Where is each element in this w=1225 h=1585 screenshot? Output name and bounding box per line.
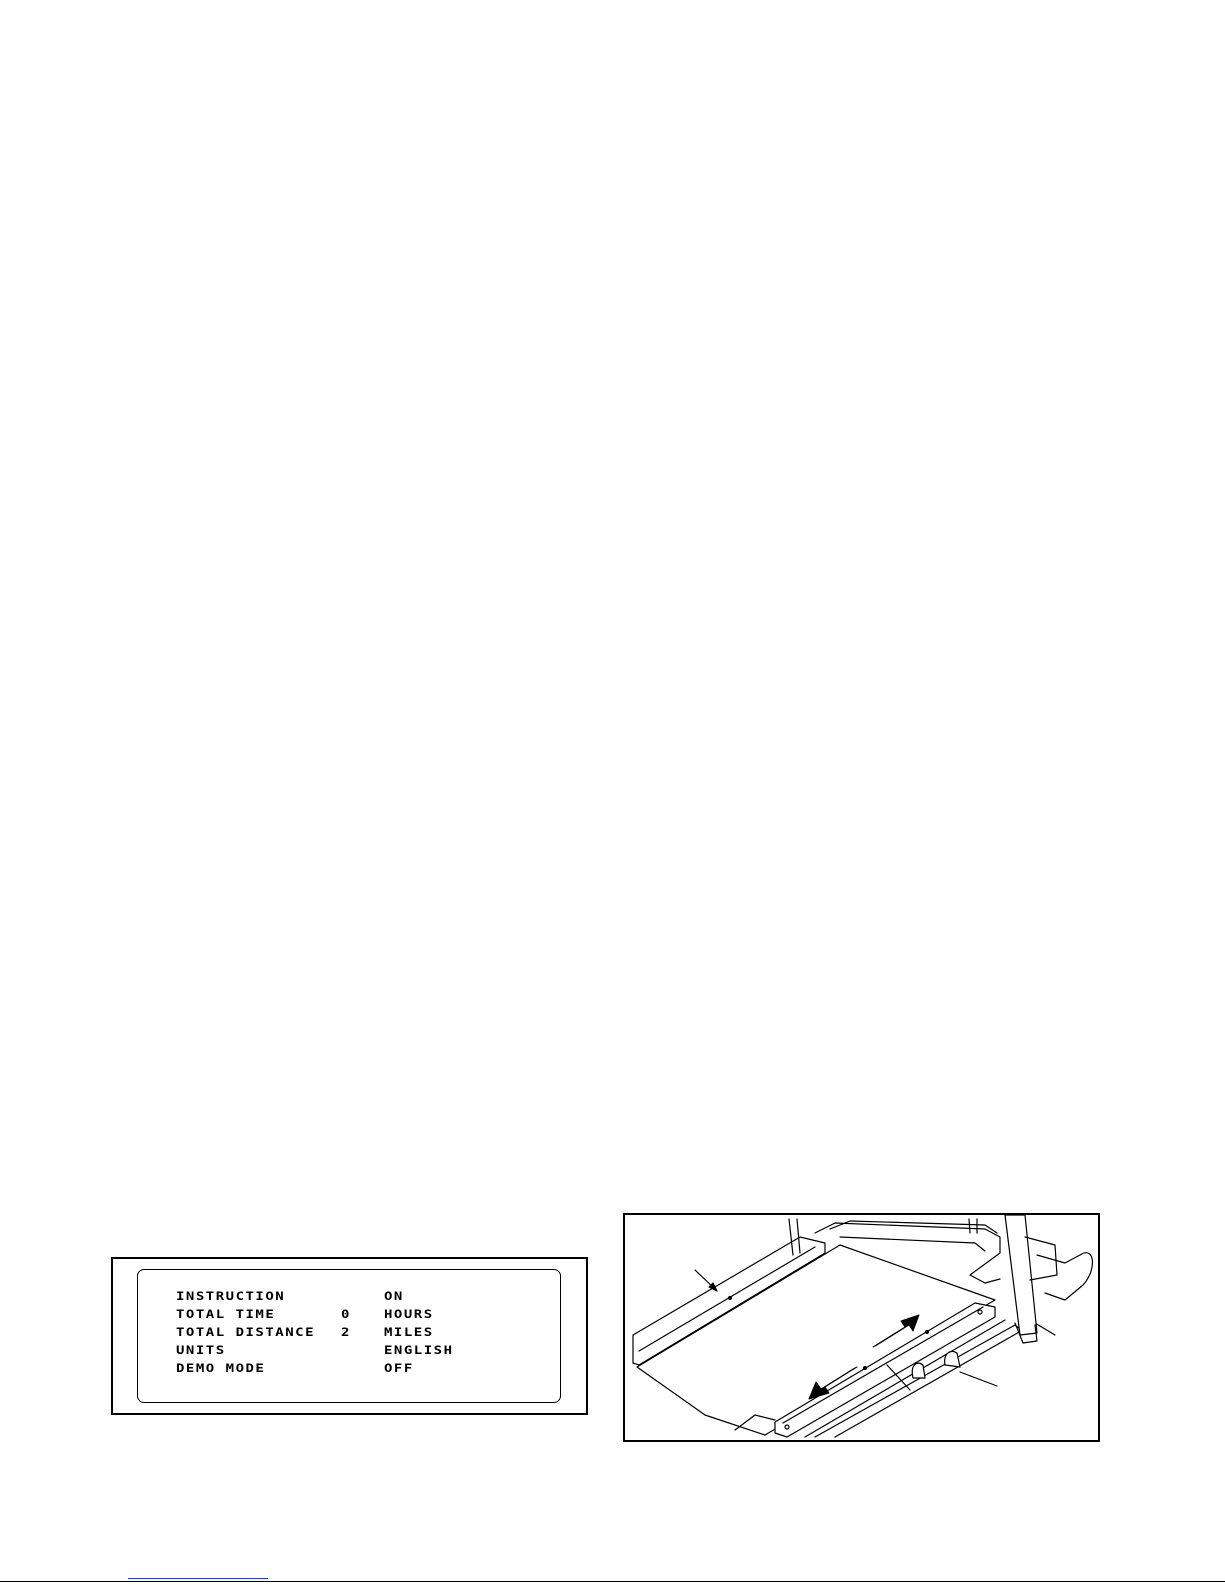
- console-unit: ON: [384, 1290, 404, 1304]
- latch-right: [945, 1352, 960, 1368]
- console-label: INSTRUCTION: [176, 1290, 286, 1304]
- upright-post: [1005, 1215, 1037, 1335]
- console-row-total-time: [138, 1308, 560, 1323]
- console-unit: HOURS: [384, 1308, 434, 1322]
- console-label: UNITS: [176, 1344, 226, 1358]
- power-cord: [1037, 1253, 1092, 1300]
- callout-latch: [960, 1372, 997, 1386]
- console-label: TOTAL TIME: [176, 1308, 276, 1322]
- console-value: 2: [341, 1326, 351, 1340]
- console-label: TOTAL DISTANCE: [176, 1326, 316, 1340]
- footer-link-underline: [128, 1578, 268, 1579]
- console-unit: ENGLISH: [384, 1344, 454, 1358]
- console-row-demo-mode: [138, 1362, 560, 1377]
- treadmill-drawing: [625, 1215, 1098, 1440]
- console-display-figure: [111, 1257, 588, 1415]
- console-screen: [137, 1269, 561, 1403]
- console-value: 0: [341, 1308, 351, 1322]
- console-row-total-distance: [138, 1326, 560, 1341]
- console-label: DEMO MODE: [176, 1362, 266, 1376]
- console-row-units: [138, 1344, 560, 1359]
- console-unit: OFF: [384, 1362, 414, 1376]
- console-unit: MILES: [384, 1326, 434, 1340]
- latch-left: [912, 1363, 925, 1378]
- footer-rule: [0, 1581, 1225, 1582]
- console-row-instruction: [138, 1290, 560, 1305]
- treadmill-illustration-figure: [623, 1213, 1100, 1442]
